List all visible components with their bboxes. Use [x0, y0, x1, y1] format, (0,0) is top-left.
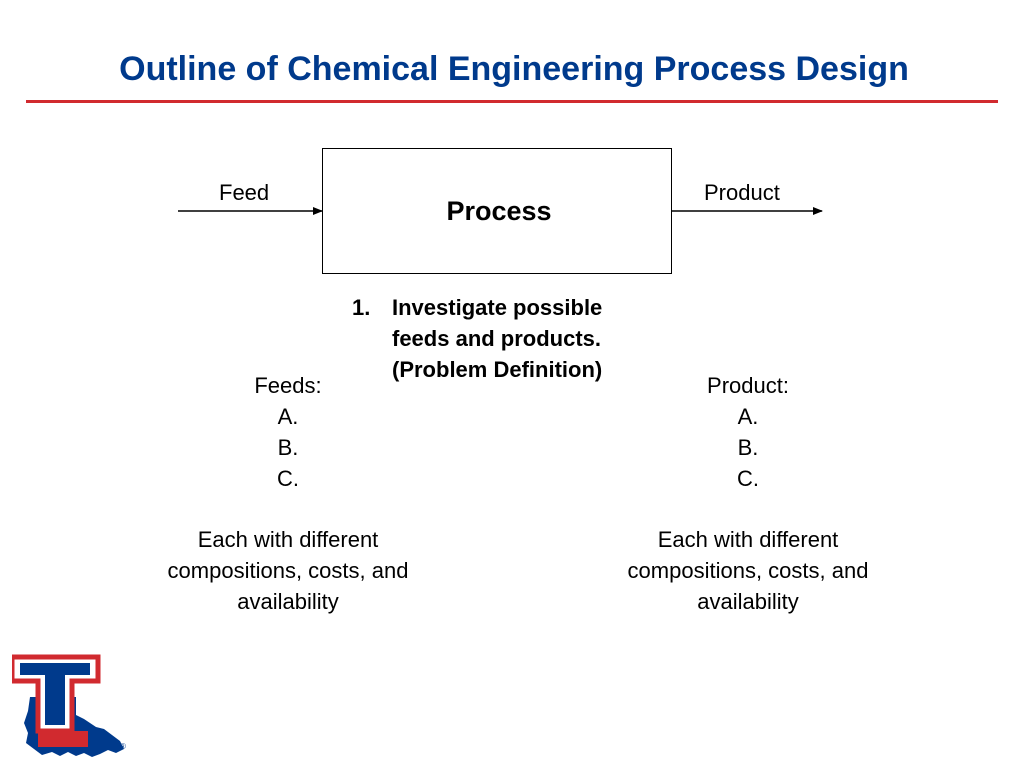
products-item: A.	[737, 404, 759, 429]
feeds-item: A.	[277, 404, 299, 429]
products-item: C.	[737, 466, 759, 491]
process-label: Process	[446, 196, 552, 226]
feeds-description: Each with different compositions, costs, and availability	[167, 527, 409, 614]
products-heading: Product:	[707, 373, 789, 398]
products-description: Each with different compositions, costs, and availability	[627, 527, 869, 614]
louisiana-tech-logo-icon	[12, 653, 130, 763]
step-number: 1.	[352, 295, 371, 320]
products-column	[598, 370, 898, 617]
step-text: Investigate possible feeds and products. (Problem Definition)	[392, 295, 603, 382]
feeds-heading: Feeds:	[254, 373, 322, 398]
title-divider	[26, 100, 998, 103]
feeds-item: C.	[277, 466, 299, 491]
feeds-item: B.	[277, 435, 299, 460]
feed-label: Feed	[219, 180, 270, 205]
slide-title: Outline of Chemical Engineering Process Design	[119, 50, 909, 88]
products-item: B.	[737, 435, 759, 460]
feeds-column	[138, 370, 438, 617]
product-label: Product	[704, 180, 780, 205]
registered-mark: ®	[120, 742, 126, 751]
